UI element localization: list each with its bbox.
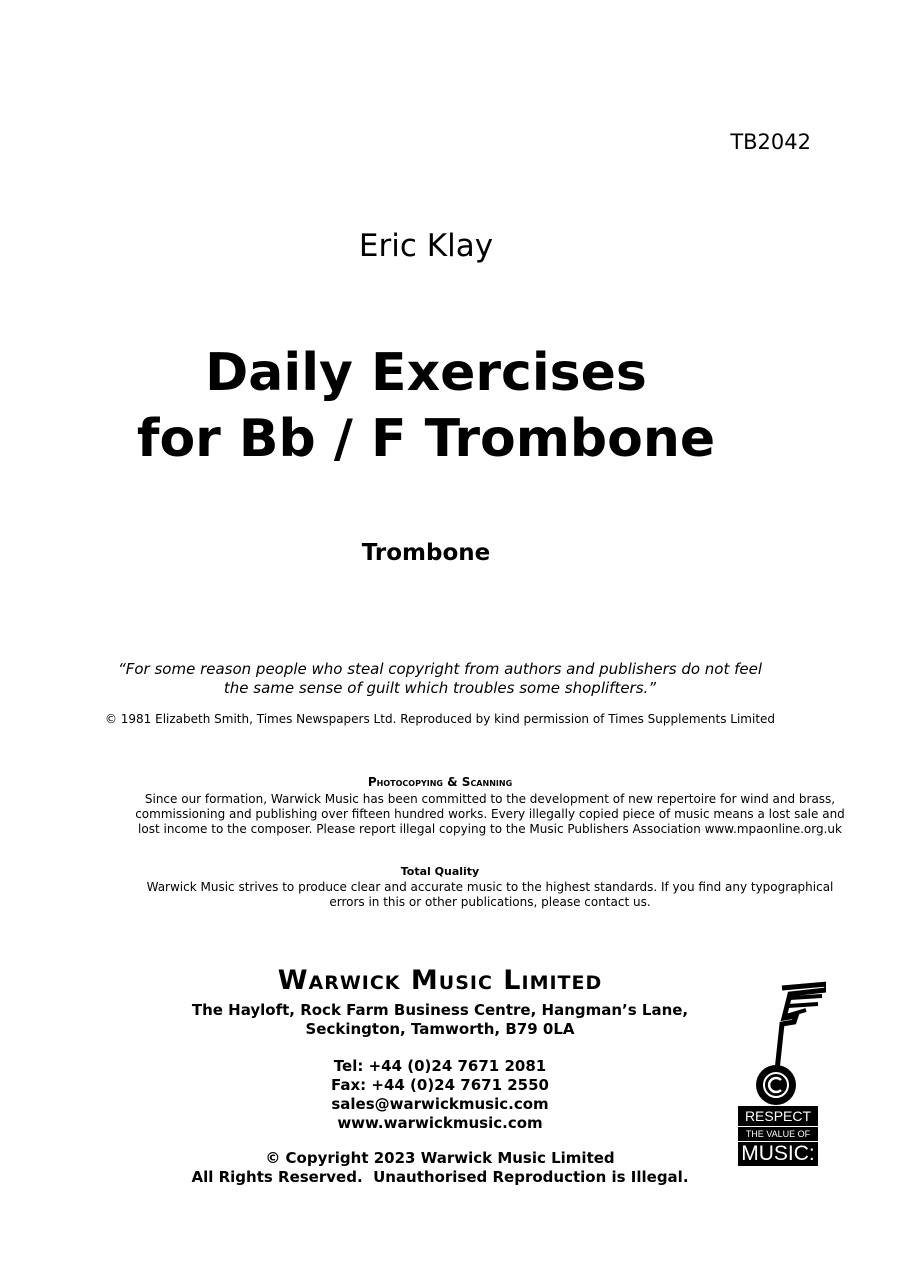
address-line-2: Seckington, Tamworth, B79 0LA xyxy=(305,1020,575,1038)
photocopying-notice xyxy=(100,792,880,837)
instrument-name: Trombone xyxy=(361,540,491,566)
contact-fax: Fax: +44 (0)24 7671 2550 xyxy=(330,1076,549,1094)
address-line-1: The Hayloft, Rock Farm Business Centre, Hangman’s Lane, xyxy=(191,1001,689,1019)
copyright-line-1: © Copyright 2023 Warwick Music Limited xyxy=(265,1149,615,1167)
quote-line-2: the same sense of guilt which troubles some shoplifters.” xyxy=(223,679,657,697)
quality-line-2: errors in this or other publications, please contact us. xyxy=(329,895,651,909)
quote-credit: © 1981 Elizabeth Smith, Times Newspapers Ltd. Reproduced by kind permission of Times Supplements Limited xyxy=(104,712,776,726)
catalog-number: TB2042 xyxy=(730,130,811,154)
logo-respect: RESPECT xyxy=(738,1106,818,1126)
logo-value-of: THE VALUE OF xyxy=(738,1127,818,1141)
copyright-line-2: All Rights Reserved. Unauthorised Reproduction is Illegal. xyxy=(191,1168,689,1186)
quality-notice xyxy=(100,880,880,910)
respect-music-logo xyxy=(736,980,826,1170)
logo-music: MUSIC: xyxy=(738,1142,818,1166)
photocopying-line-3: lost income to the composer. Please report illegal copying to the Music Publishers Association www.mpaonline.org.uk xyxy=(138,822,842,836)
contact-email: sales@warwickmusic.com xyxy=(331,1095,549,1113)
photocopying-line-1: Since our formation, Warwick Music has been committed to the development of new repertoire for wind and brass, xyxy=(144,792,836,806)
quality-line-1: Warwick Music strives to produce clear and accurate music to the highest standards. If you find any typographical xyxy=(146,880,834,894)
photocopying-line-2: commissioning and publishing over fifteen hundred works. Every illegally copied piece of music means a lost sale and xyxy=(135,807,845,821)
composer-name: Eric Klay xyxy=(358,228,494,264)
quality-heading: Total Quality xyxy=(400,865,480,878)
quote-line-1: “For some reason people who steal copyright from authors and publishers do not feel xyxy=(117,660,763,678)
publisher-name: Warwick Music Limited xyxy=(277,965,603,996)
contact-website: www.warwickmusic.com xyxy=(337,1114,543,1132)
page-title xyxy=(0,340,852,472)
contact-phone: Tel: +44 (0)24 7671 2081 xyxy=(333,1057,547,1075)
copyright-quote xyxy=(0,660,880,698)
title-line-2: for Bb / F Trombone xyxy=(136,409,716,469)
music-note-icon xyxy=(736,980,826,1105)
photocopying-heading: Photocopying & Scanning xyxy=(367,775,513,789)
title-line-1: Daily Exercises xyxy=(205,343,647,403)
